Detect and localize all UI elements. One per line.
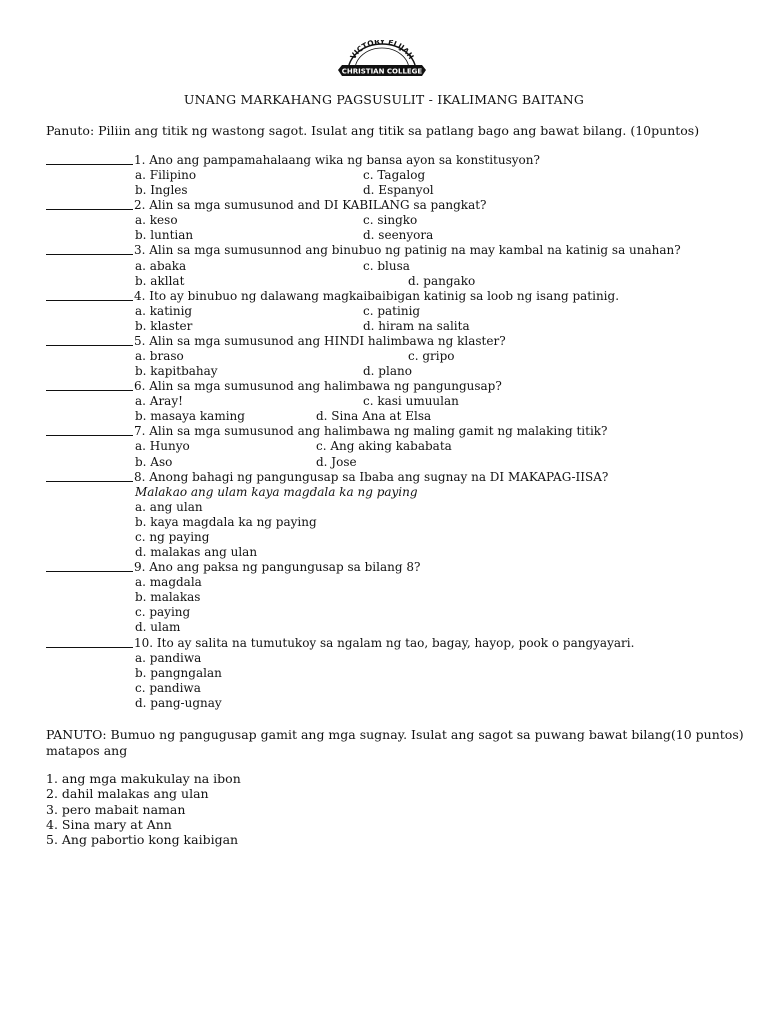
- question-1: 1. Ano ang pampamahalaang wika ng bansa ayon sa konstitusyon?: [46, 153, 736, 168]
- option-row: a. magdala: [135, 575, 202, 590]
- clause-list: [46, 771, 241, 847]
- option-row: d. malakas ang ulan: [135, 545, 258, 560]
- logo-bottom-text: CHRISTIAN COLLEGE: [341, 67, 423, 76]
- answer-blank-8[interactable]: [46, 470, 133, 482]
- option-row: b. masaya kaming d. Sina Ana at Elsa: [135, 409, 432, 424]
- question-8: 8. Anong bahagi ng pangungusap sa Ibaba ang sugnay na DI MAKAPAG-IISA?: [46, 470, 736, 485]
- option-row: d. ulam: [135, 620, 181, 635]
- option-row: a. keso c. singko: [135, 213, 418, 228]
- list-item: 1. ang mga makukulay na ibon: [46, 771, 241, 786]
- question-4: 4. Ito ay binubuo ng dalawang magkaibaibigan katinig sa loob ng isang patinig.: [46, 289, 736, 304]
- option-row: b. Aso d. Jose: [135, 454, 357, 469]
- question-10: 10. Ito ay salita na tumutukoy sa ngalam ng tao, bagay, hayop, pook o pangyayari.: [46, 636, 736, 651]
- question-3: 3. Alin sa mga sumusunnod ang binubuo ng patinig na may kambal na katinig sa unahan?: [46, 243, 736, 258]
- option-row: a. pandiwa: [135, 650, 202, 665]
- option-row: c. pandiwa: [135, 680, 201, 695]
- option-row: b. Ingles d. Espanyol: [135, 183, 434, 198]
- answer-blank-10[interactable]: [46, 636, 133, 648]
- option-row: c. paying: [135, 605, 191, 620]
- option-row: b. luntian d. seenyora: [135, 228, 434, 243]
- option-row: a. katinig c. patinig: [135, 303, 421, 318]
- question-6: 6. Alin sa mga sumusunod ang halimbawa ng pangungusap?: [46, 379, 736, 394]
- option-row: a. braso c. gripo: [135, 349, 455, 364]
- option-row: b. malakas: [135, 590, 201, 605]
- option-row: b. klaster d. hiram na salita: [135, 318, 470, 333]
- answer-blank-4[interactable]: [46, 289, 133, 301]
- answer-blank-2[interactable]: [46, 198, 133, 210]
- list-item: 3. pero mabait naman: [46, 801, 186, 817]
- option-row: c. ng paying: [135, 529, 210, 544]
- option-row: a. Hunyo c. Ang aking kababata: [135, 439, 452, 454]
- answer-blank-6[interactable]: [46, 379, 133, 391]
- option-row: a. Filipino c. Tagalog: [135, 168, 426, 183]
- option-row: b. akllat d. pangako: [135, 273, 476, 288]
- list-item: 5. Ang pabortio kong kaibigan: [46, 832, 239, 848]
- answer-blank-9[interactable]: [46, 560, 133, 572]
- option-row: b. kaya magdala ka ng paying: [135, 514, 317, 529]
- answer-blank-7[interactable]: [46, 424, 133, 436]
- question-5: 5. Alin sa mga sumusunod ang HINDI halimbawa ng klaster?: [46, 334, 736, 349]
- list-item: 4. Sina mary at Ann: [46, 816, 172, 832]
- question-2: 2. Alin sa mga sumusunod and DI KABILANG sa pangkat?: [46, 198, 736, 213]
- question-7: 7. Alin sa mga sumusunod ang halimbawa ng maling gamit ng malaking titik?: [46, 424, 736, 439]
- questions: [46, 153, 736, 711]
- instruction-multiple-choice: Panuto: Piliin ang titik ng wastong sagot. Isulat ang titik sa patlang bago ang bawat bilang. (10puntos): [46, 123, 700, 138]
- instruction-sentence-building: PANUTO: Bumuo ng pangugusap gamit ang mga sugnay. Isulat ang sagot sa puwang bawat bilang(10 puntos) matapos ang: [46, 727, 744, 758]
- option-row: b. pangngalan: [135, 665, 222, 680]
- option-row: a. abaka c. blusa: [135, 258, 410, 273]
- option-row: a. ang ulan: [135, 499, 203, 514]
- question-9: 9. Ano ang paksa ng pangungusap sa bilang 8?: [46, 560, 736, 575]
- answer-blank-5[interactable]: [46, 334, 133, 346]
- option-row: a. Aray! c. kasi umuulan: [135, 394, 459, 409]
- answer-blank-3[interactable]: [46, 243, 133, 255]
- option-row: d. pang-ugnay: [135, 695, 222, 710]
- exam-title: UNANG MARKAHANG PAGSUSULIT - IKALIMANG BAITANG: [183, 92, 585, 107]
- school-seal-icon: [338, 40, 426, 78]
- example-sentence: Malakao ang ulam kaya magdala ka ng paying: [135, 484, 418, 499]
- school-logo: [338, 40, 426, 78]
- list-item: 2. dahil malakas ang ulan: [46, 786, 209, 802]
- answer-blank-1[interactable]: [46, 153, 133, 165]
- logo-top-text: VICTORY ELIJAH: [348, 40, 416, 61]
- option-row: b. kapitbahay d. plano: [135, 364, 412, 379]
- svg-text:VICTORY ELIJAH: [348, 40, 415, 61]
